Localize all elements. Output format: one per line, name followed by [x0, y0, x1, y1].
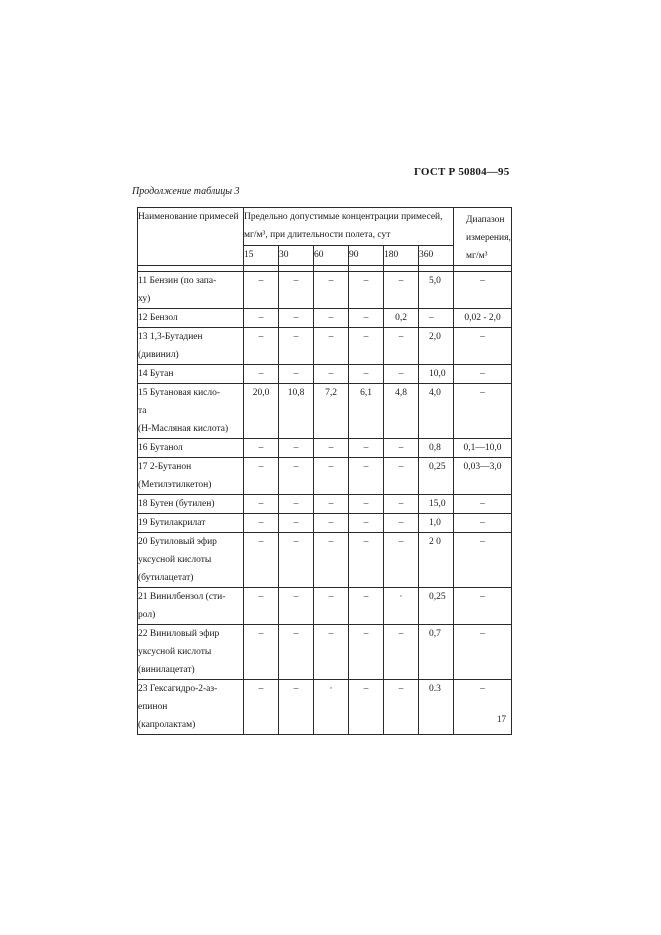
substance-name-line: (винилацетат) — [138, 665, 195, 675]
substance-name — [138, 309, 244, 328]
table-row — [138, 365, 512, 384]
substance-name-line: та — [138, 406, 147, 416]
substance-name-line: ху) — [138, 294, 151, 304]
limit-value: – — [314, 309, 349, 328]
limit-value: – — [349, 328, 384, 365]
limit-value: – — [314, 625, 349, 680]
limit-value: – — [419, 309, 454, 328]
limit-value: 0.3 — [419, 680, 454, 735]
limit-value: – — [314, 533, 349, 588]
limit-value: – — [244, 439, 279, 458]
limit-value: – — [314, 328, 349, 365]
limit-value: – — [279, 272, 314, 309]
limit-value: – — [384, 328, 419, 365]
substance-name-line: 18 Бутен (бутилен) — [138, 499, 215, 509]
limit-value: – — [244, 625, 279, 680]
substance-name — [138, 458, 244, 495]
substance-name — [138, 439, 244, 458]
table-caption: Продолжение таблицы 3 — [132, 186, 240, 197]
header-duration: 360 — [419, 246, 454, 266]
substance-name-line: 15 Бутановая кисло- — [138, 388, 221, 398]
limit-value: – — [244, 680, 279, 735]
substance-name-line: рол) — [138, 610, 156, 620]
measurement-range: – — [454, 272, 512, 309]
limit-value: – — [314, 495, 349, 514]
limit-value: – — [279, 495, 314, 514]
limit-value: – — [314, 365, 349, 384]
measurement-range: – — [454, 384, 512, 439]
substance-name-line: 12 Бензол — [138, 313, 178, 323]
limit-value: – — [279, 625, 314, 680]
limit-value: – — [244, 533, 279, 588]
substance-name-line: 20 Бутиловый эфир — [138, 537, 217, 547]
limit-value: – — [349, 439, 384, 458]
table-row — [138, 495, 512, 514]
limit-value: 4,0 — [419, 384, 454, 439]
substance-name-line: уксусной кислоты — [138, 555, 212, 565]
substance-name — [138, 533, 244, 588]
limit-value: 5,0 — [419, 272, 454, 309]
measurement-range: – — [454, 680, 512, 735]
header-range: Диапазон измерения, мг/м³ — [454, 208, 512, 266]
limit-value: – — [349, 514, 384, 533]
limit-value: – — [384, 272, 419, 309]
substance-name-line: 22 Виниловый эфир — [138, 629, 220, 639]
limit-value: – — [279, 680, 314, 735]
substance-name — [138, 680, 244, 735]
measurement-range: – — [454, 625, 512, 680]
limit-value: 0,25 — [419, 458, 454, 495]
limit-value: 10,8 — [279, 384, 314, 439]
limit-value: – — [384, 514, 419, 533]
limit-value: – — [244, 272, 279, 309]
limit-value: 20,0 — [244, 384, 279, 439]
substance-name — [138, 384, 244, 439]
measurement-range: 0,03—3,0 — [454, 458, 512, 495]
substance-name-line: (капролактам) — [138, 720, 196, 730]
measurement-range: – — [454, 495, 512, 514]
limit-value: 0,25 — [419, 588, 454, 625]
limit-value: – — [349, 272, 384, 309]
limit-value: – — [244, 365, 279, 384]
substance-name-line: 19 Бутилакрилат — [138, 518, 206, 528]
table-row — [138, 272, 512, 309]
limit-value: – — [279, 588, 314, 625]
table-row — [138, 309, 512, 328]
substance-name — [138, 365, 244, 384]
substance-name — [138, 328, 244, 365]
substance-name-line: 16 Бутанол — [138, 443, 183, 453]
limit-value: – — [384, 439, 419, 458]
limit-value: 0,2 — [384, 309, 419, 328]
header-duration: 30 — [279, 246, 314, 266]
substance-name-line: (дивинил) — [138, 350, 179, 360]
page-number: 17 — [497, 714, 506, 724]
header-duration: 15 — [244, 246, 279, 266]
substance-name-line: 14 Бутан — [138, 369, 174, 379]
measurement-range: – — [454, 533, 512, 588]
substance-name — [138, 272, 244, 309]
limit-value: · — [314, 680, 349, 735]
limit-value: – — [349, 309, 384, 328]
limit-value: – — [384, 625, 419, 680]
limit-value: – — [279, 328, 314, 365]
limit-value: 15,0 — [419, 495, 454, 514]
limit-value: – — [279, 309, 314, 328]
substance-name — [138, 588, 244, 625]
substance-name — [138, 625, 244, 680]
table-row — [138, 533, 512, 588]
limit-value: – — [349, 625, 384, 680]
table-row — [138, 328, 512, 365]
substance-name-line: 21 Винилбензол (сти- — [138, 592, 226, 602]
substance-name-line: 23 Гексагидро-2-аз- — [138, 684, 218, 694]
substance-name-line: 17 2-Бутанон — [138, 462, 192, 472]
header-duration: 60 — [314, 246, 349, 266]
limit-value: – — [279, 514, 314, 533]
substance-name-line: уксусной кислоты — [138, 647, 212, 657]
measurement-range: – — [454, 514, 512, 533]
table-row — [138, 680, 512, 735]
limit-value: – — [349, 495, 384, 514]
table-row — [138, 439, 512, 458]
substance-name-line: (Н-Масляная кислота) — [138, 424, 229, 434]
limit-value: – — [384, 533, 419, 588]
measurement-range: – — [454, 328, 512, 365]
limit-value: – — [349, 680, 384, 735]
limit-value: – — [314, 272, 349, 309]
limit-value: – — [384, 458, 419, 495]
table-row — [138, 588, 512, 625]
measurement-range: – — [454, 588, 512, 625]
limit-value: – — [244, 495, 279, 514]
substance-name-line: 11 Бензин (по запа- — [138, 276, 217, 286]
limit-value: 0,7 — [419, 625, 454, 680]
limit-value: – — [384, 495, 419, 514]
limit-value: – — [314, 458, 349, 495]
limit-value: – — [244, 588, 279, 625]
limit-value: – — [244, 514, 279, 533]
measurement-range: – — [454, 365, 512, 384]
measurement-range: 0,02 - 2,0 — [454, 309, 512, 328]
header-name: Наименование примесей — [138, 208, 244, 266]
table-row — [138, 514, 512, 533]
limit-value: 1,0 — [419, 514, 454, 533]
limit-value: – — [349, 533, 384, 588]
substance-name-line: (Метилэтилкетон) — [138, 480, 212, 490]
limit-value: – — [349, 588, 384, 625]
limit-value: – — [314, 439, 349, 458]
substance-name-line: 13 1,3-Бутадиен — [138, 332, 203, 342]
limit-value: – — [244, 458, 279, 495]
limit-value: 2 0 — [419, 533, 454, 588]
limit-value: – — [244, 328, 279, 365]
limit-value: – — [279, 533, 314, 588]
limit-value: – — [349, 365, 384, 384]
limit-value: · — [384, 588, 419, 625]
limit-value: 10,0 — [419, 365, 454, 384]
table-row — [138, 384, 512, 439]
limit-value: 7,2 — [314, 384, 349, 439]
limit-value: – — [279, 365, 314, 384]
limit-value: – — [244, 309, 279, 328]
header-group: Предельно допустимые концентрации примесей, мг/м³, при длительности полета, сут — [244, 208, 454, 246]
standard-code: ГОСТ Р 50804—95 — [414, 166, 510, 178]
header-duration: 90 — [349, 246, 384, 266]
table-body — [138, 266, 512, 735]
limit-value: – — [349, 458, 384, 495]
measurement-range: 0,1—10,0 — [454, 439, 512, 458]
limit-value: 6,1 — [349, 384, 384, 439]
limits-table — [137, 207, 512, 735]
limit-value: – — [279, 439, 314, 458]
substance-name — [138, 495, 244, 514]
limit-value: – — [384, 680, 419, 735]
table-row — [138, 458, 512, 495]
limit-value: – — [279, 458, 314, 495]
table-row — [138, 625, 512, 680]
limit-value: – — [384, 365, 419, 384]
header-duration: 180 — [384, 246, 419, 266]
limit-value: – — [314, 514, 349, 533]
limit-value: 0,8 — [419, 439, 454, 458]
limit-value: – — [314, 588, 349, 625]
substance-name — [138, 514, 244, 533]
substance-name-line: (бутилацетат) — [138, 573, 194, 583]
limit-value: 4,8 — [384, 384, 419, 439]
substance-name-line: епинон — [138, 702, 168, 712]
limit-value: 2,0 — [419, 328, 454, 365]
